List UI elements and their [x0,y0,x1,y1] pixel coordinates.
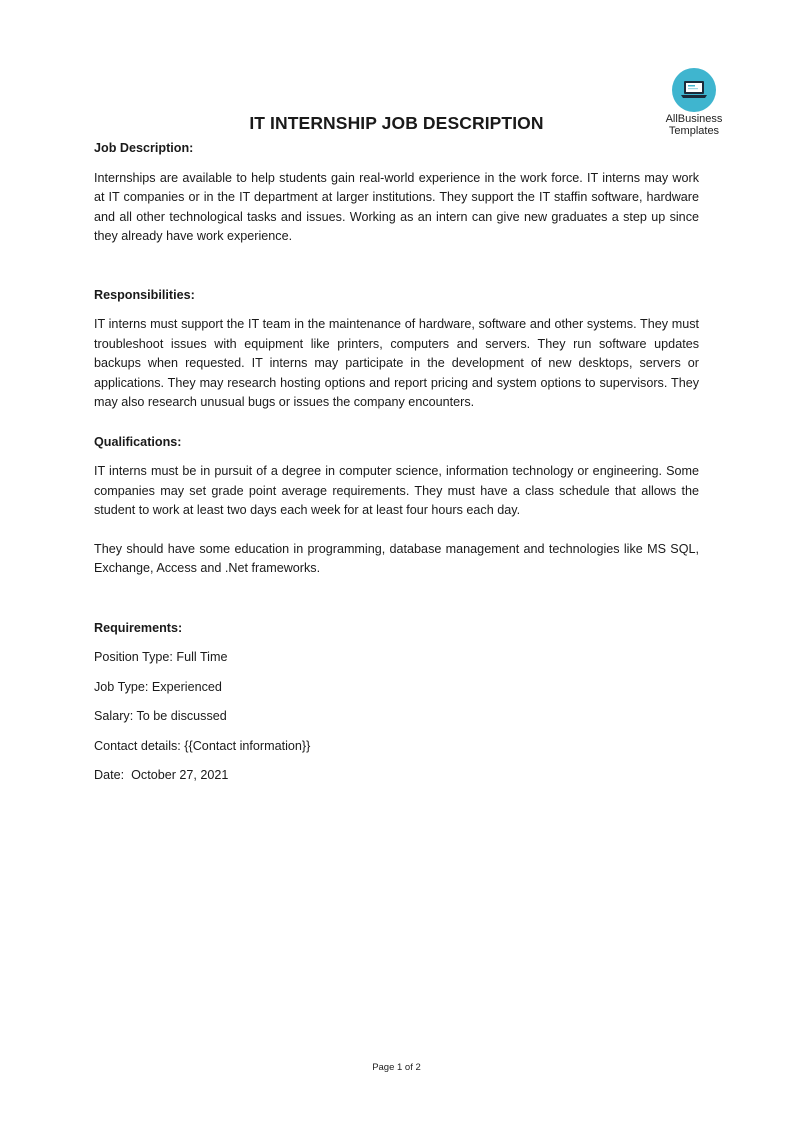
responsibilities-text: IT interns must support the IT team in the maintenance of hardware, software and other systems. They must troubleshoot issues with equipment like printers, computers and servers. They run software updates backups when requested. IT interns may participate in the development of new desktops, servers or applications. They may research hosting options and report pricing and system options to supervisors. They may also research unusual bugs or issues the company encounters. [94,317,699,409]
position-type: Position Type: Full Time [94,650,228,664]
contact-details: Contact details: {{Contact information}} [94,738,311,753]
salary: Salary: To be discussed [94,709,227,723]
job-description-heading: Job Description: [94,141,194,155]
responsibilities-heading: Responsibilities: [94,287,195,302]
qualifications-text-1: IT interns must be in pursuit of a degree in computer science, information technology or engineering. Some companies may set grade point average requirements. They must have a class schedule that allows the student to work at least two days each week for at least four hours each day. [94,464,699,517]
requirements-heading: Requirements: [94,620,183,635]
job-description-text: Internships are available to help students gain real-world experience in the work force. IT interns may work at IT companies or in the IT department at larger institutions. They support the IT staffin software, hardware and all other technological tasks and issues. Working as an intern can give new graduates a step up since they already have work experience. [94,170,699,243]
logo-line-1: AllBusiness [665,113,723,125]
page-number: Page 1 of 2 [372,1062,421,1073]
qualifications-heading: Qualifications: [94,434,182,449]
laptop-icon [672,68,716,112]
date: Date: October 27, 2021 [94,768,229,782]
logo-line-2: Templates [668,125,720,137]
page-title: IT INTERNSHIP JOB DESCRIPTION [249,113,544,133]
qualifications-text-2: They should have some education in programming, database management and technologies like MS SQL, Exchange, Access and .Net frameworks. [94,541,699,575]
document-body [94,139,699,786]
job-type: Job Type: Experienced [94,679,222,694]
